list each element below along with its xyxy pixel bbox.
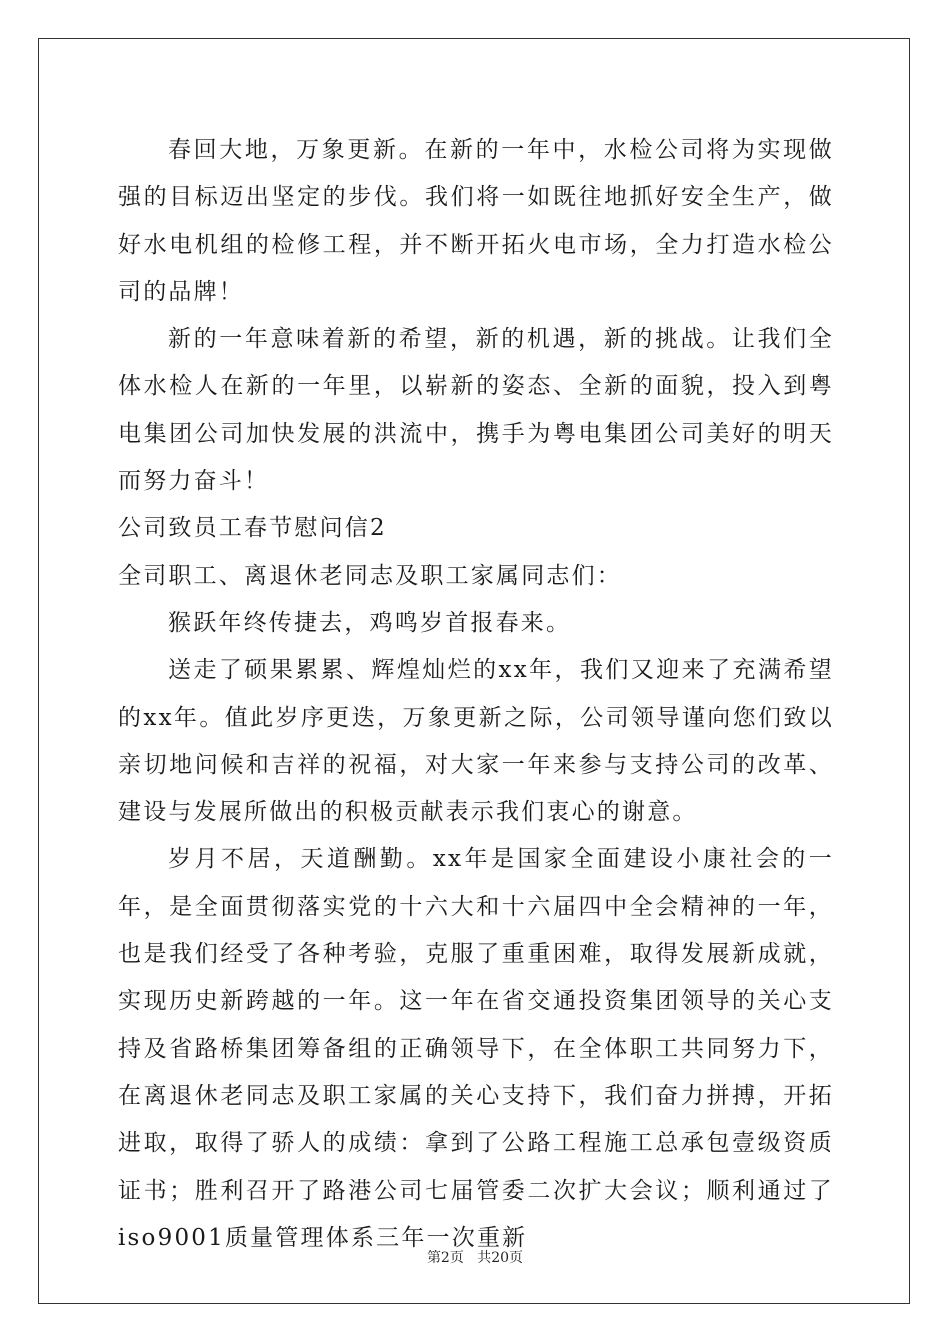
paragraph: 新的一年意味着新的希望，新的机遇，新的挑战。让我们全体水检人在新的一年里，以崭新的姿态、全新的面貌，投入到粤电集团公司加快发展的洪流中，携手为粤电集团公司美好的明天而努力奋斗！ <box>118 326 834 495</box>
letter-title: 公司致员工春节慰问信2 <box>118 515 387 542</box>
paragraph: 岁月不居，天道酬勤。xx年是国家全面建设小康社会的一年，是全面贯彻落实党的十六大和十六届四中全会精神的一年，也是我们经受了各种考验，克服了重重困难，取得发展新成就，实现历史新跨越的一年。这一年在省交通投资集团领导的关心支持及省路桥集团筹备组的正确领导下，在全体职工共同努力下，在离退休老同志及职工家属的关心支持下，我们奋力拼搏，开拓进取，取得了骄人的成绩：拿到了公路工程施工总承包壹级资质证书；胜利召开了路港公司七届管委二次扩大会议；顺利通过了iso9001质量管理体系三年一次重新 <box>118 846 834 1251</box>
salutation: 全司职工、离退休老同志及职工家属同志们： <box>118 562 622 589</box>
paragraph: 春回大地，万象更新。在新的一年中，水检公司将为实现做强的目标迈出坚定的步伐。我们将一如既往地抓好安全生产，做好水电机组的检修工程，并不断开拓火电市场，全力打造水检公司的品牌！ <box>118 137 834 305</box>
page-footer <box>0 1247 950 1267</box>
document-body <box>118 127 834 1262</box>
page-number: 第2页 <box>426 1250 464 1266</box>
page-total: 共20页 <box>477 1250 524 1266</box>
paragraph: 猴跃年终传捷去，鸡鸣岁首报春来。 <box>168 609 572 636</box>
paragraph: 送走了硕果累累、辉煌灿烂的xx年，我们又迎来了充满希望的xx年。值此岁序更迭，万象更新之际，公司领导谨向您们致以亲切地问候和吉祥的祝福，对大家一年来参与支持公司的改革、建设与发展所做出的积极贡献表示我们衷心的谢意。 <box>118 657 834 826</box>
